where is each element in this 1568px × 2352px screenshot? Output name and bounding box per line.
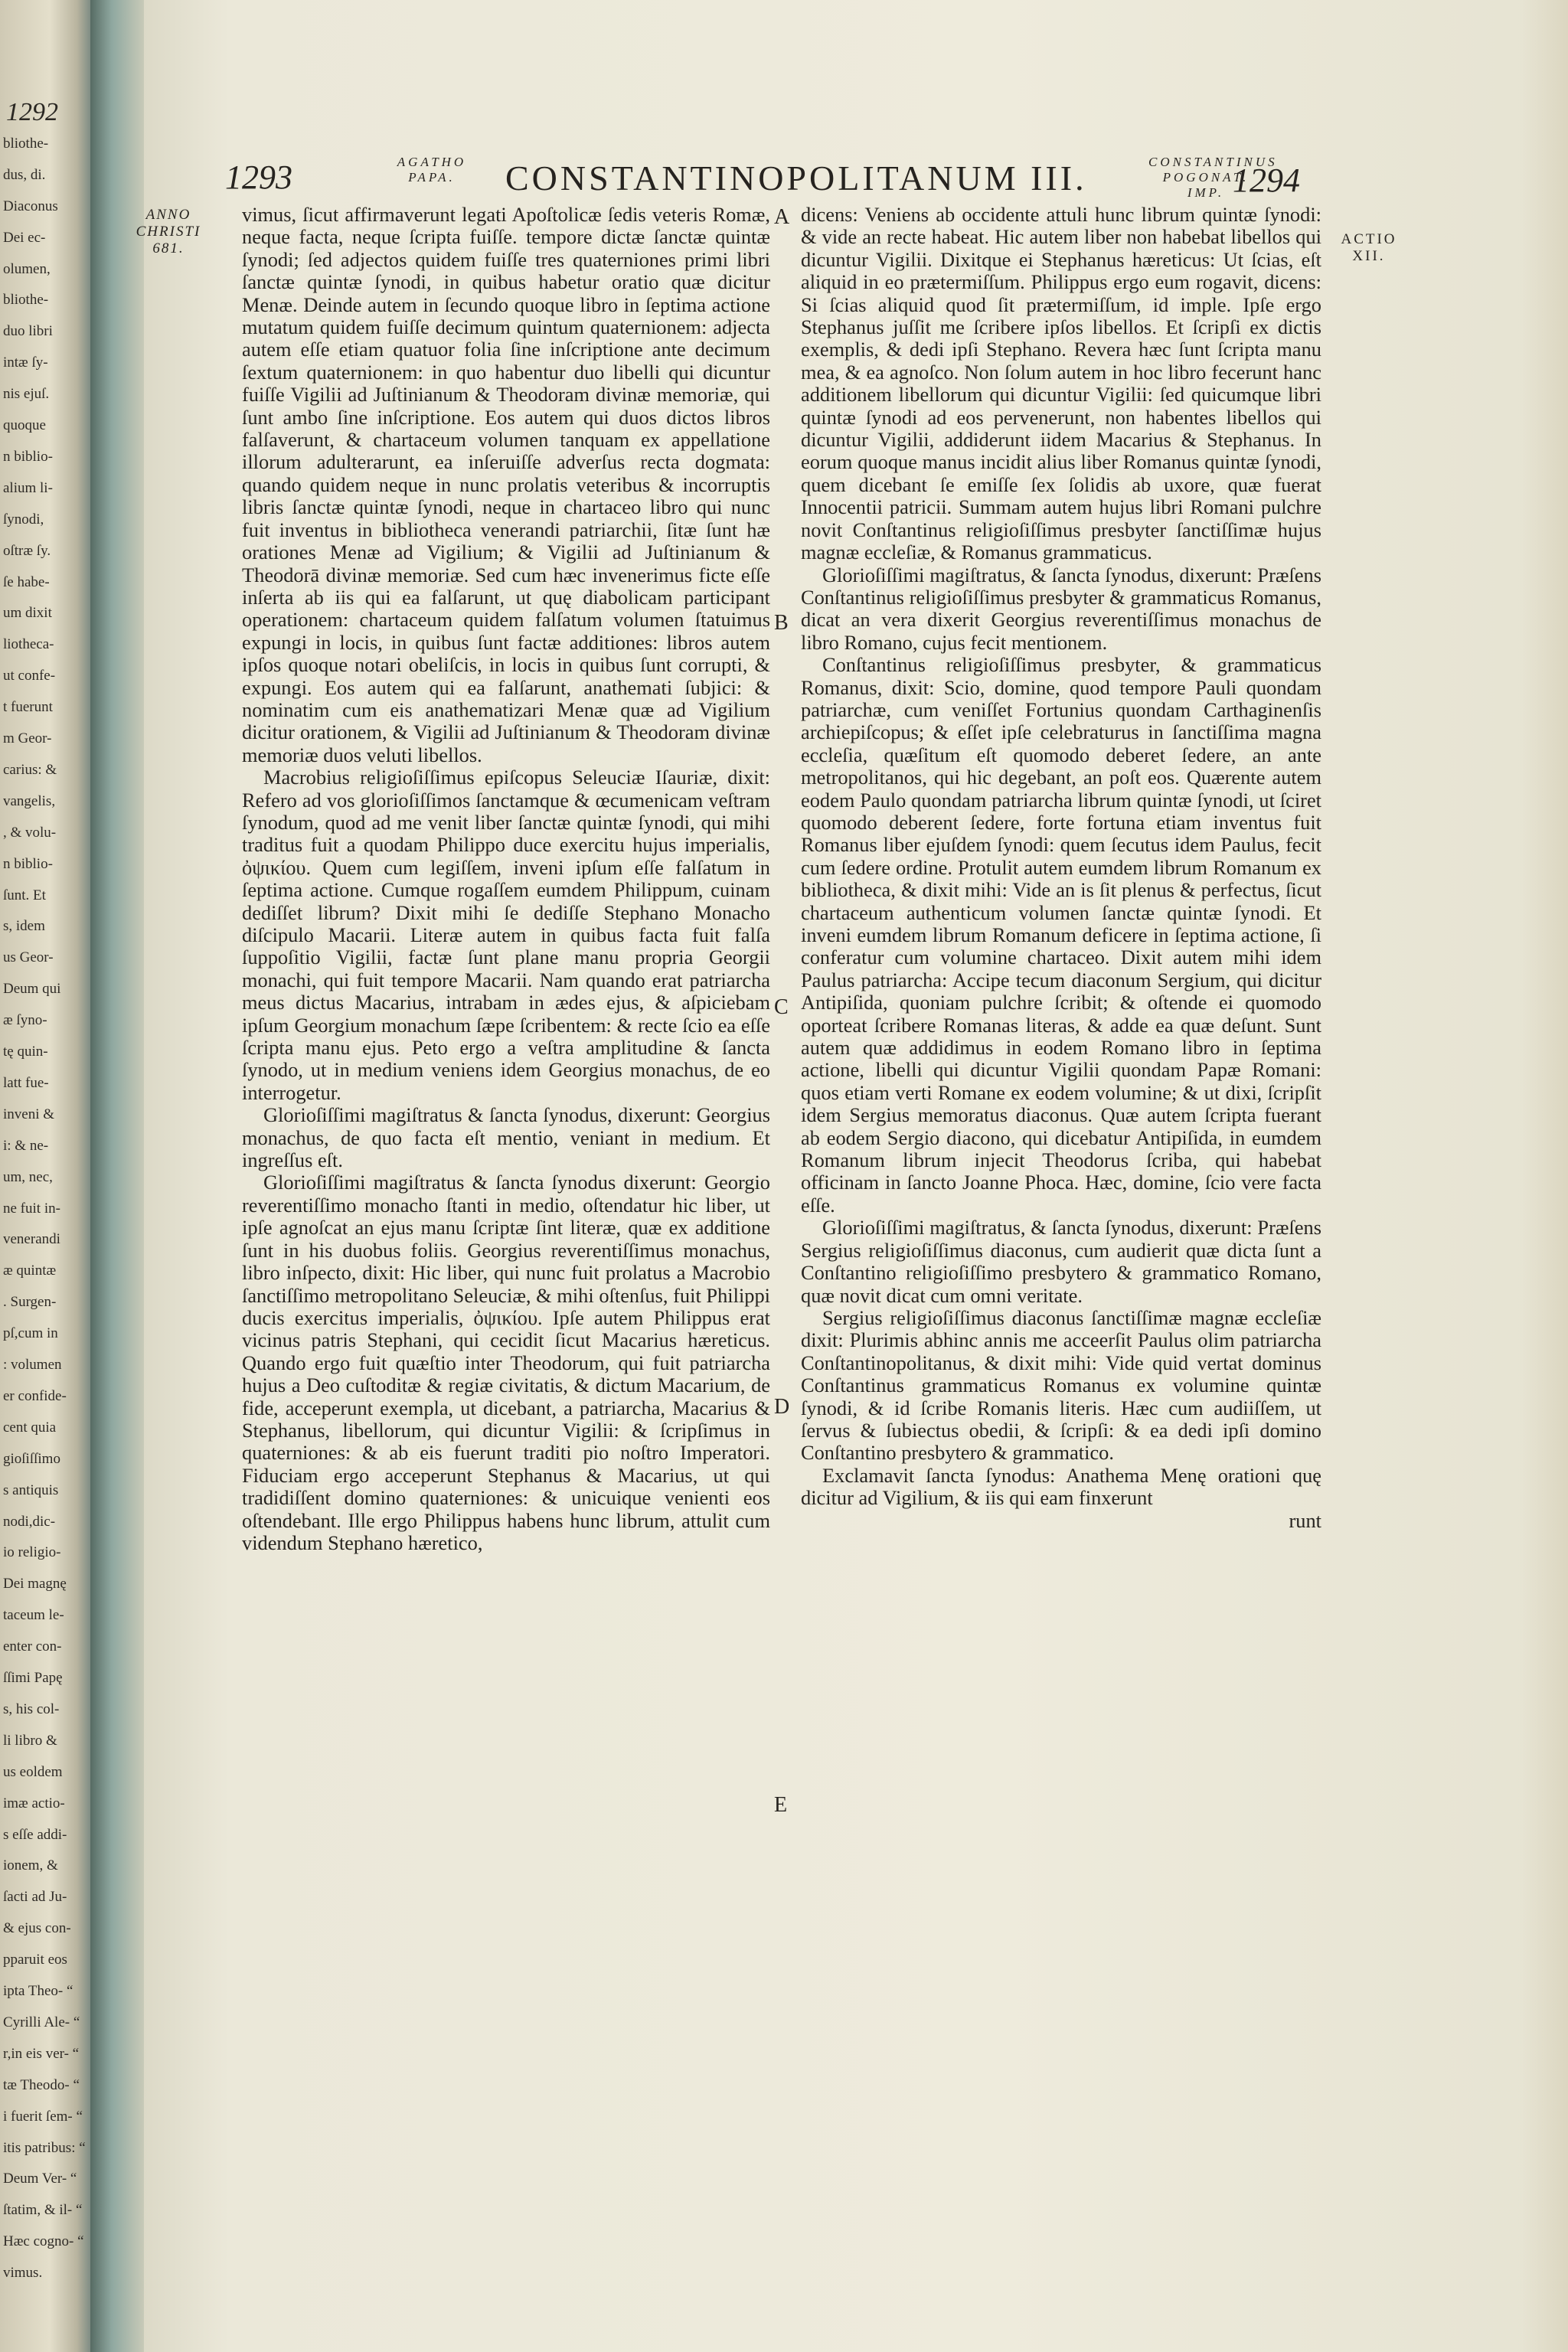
- left-page-fragment: vangelis,: [3, 793, 56, 809]
- left-page-edge: [0, 0, 90, 2352]
- header-pope: [386, 155, 478, 185]
- left-page-fragment: venerandi: [3, 1231, 60, 1247]
- left-page-fragment: æ ſyno-: [3, 1012, 47, 1028]
- left-page-fragment: t fuerunt: [3, 699, 53, 715]
- left-page-fragment: ſe habe-: [3, 574, 50, 590]
- margin-year: 681.: [152, 240, 185, 256]
- left-page-fragment: quoque: [3, 417, 46, 433]
- left-page-fragment: : volumen: [3, 1357, 62, 1373]
- left-page-fragment: tæ Theodo- “: [3, 2077, 80, 2093]
- left-page-fragment: duo libri: [3, 323, 53, 339]
- left-page-fragment: i fuerit ſem- “: [3, 2109, 83, 2125]
- left-page-fragment: i: & ne-: [3, 1138, 49, 1154]
- paragraph: Exclamavit ſancta ſynodus: Anathema Menę orationi quę dicitur ad Vigilium, & iis qui eam finxerunt: [801, 1463, 1321, 1510]
- left-page-fragment: , & volu-: [3, 825, 57, 841]
- left-page-fragment: ionem, &: [3, 1857, 58, 1873]
- left-page-fragment: us eoldem: [3, 1764, 63, 1780]
- left-page-fragment: intæ ſy-: [3, 354, 48, 371]
- paragraph: Macrobius religioſiſſimus epiſcopus Seleuciæ Iſauriæ, dixit: Refero ad vos glorioſiſſimos ſanctamque & œcumenicam veſtram ſynodum, quod ad me venit liber ſanctæ quintæ ſynodi, qui mihi traditus fuit a quodam Philippo duce exercitu hujus imperialis, ὀψικίου. Quem cum legiſſem, inveni ipſum eſſe falſatum in ſeptima actione. Cumque rogaſſem eumdem Philippum, cuinam dediſſet librum? Dixit mihi ſe dediſſe Stephano Monacho diſcipulo Macarii. Literæ autem in quibus facta fuit falſa ſuppoſitio Vigilii, factæ ſunt plane manu propria Georgii monachi, qui fuit tempore Macarii. Nam quando erat patriarcha meus dictus Macarius, intrabam in ædes ejus, & aſpiciebam ipſum Georgium monachum ſæpe ſcribentem: & recte ſcio ea eſſe ſcripta manu ejus. Peto ergo a veſtra amplitudine & ſancta ſynodo, ut in medium veniens idem Georgius monachus, de eo interrogetur.: [242, 766, 770, 1104]
- left-page-fragment: ne fuit in-: [3, 1200, 60, 1217]
- left-page-fragment: Deum Ver- “: [3, 2171, 77, 2187]
- left-page-fragment: Deum qui: [3, 981, 61, 997]
- page-number-left: 1293: [225, 158, 292, 196]
- left-page-fragment: ut confe-: [3, 668, 56, 684]
- left-page-fragment: s, his col-: [3, 1701, 60, 1717]
- left-page-fragment: bliothe-: [3, 136, 49, 152]
- left-page-fragment: carius: &: [3, 762, 57, 778]
- left-page-fragment: n biblio-: [3, 449, 53, 465]
- left-page-fragment: latt fue-: [3, 1075, 49, 1091]
- paragraph: Conſtantinus religioſiſſimus presbyter, & grammaticus Romanus, dixit: Scio, domine, quod tempore Pauli quondam patriarchæ, cum veniſſet Fortunius quondam Carthaginenſis archiepiſcopus; & eſſet ipſe celebraturus in ſanctiſſima magna eccleſia, quæſitum eſt quomodo deberet ſedere, an ante metropolitanos, qui hic degebant, an poſt eos. Quærente autem eodem Paulo quondam patriarcha librum quintæ ſynodi, ut ſciret quomodo deberent ſedere, forte fortuna etiam inventus fuit Romanus liber ejuſdem ſynodi: quem ſecutus idem Paulus, fecit cum ſedere ordine. Protulit autem eumdem librum Romanum ex bibliotheca, & dixit mihi: Vide an is ſit plenus & perfectus, ſicut chartaceum authenticum volumen ſanctæ quintæ ſynodi. Et inveni eumdem librum Romanum deficere in ſeptima actione, ſi conferatur cum volumine chartaceo. Dixit autem mihi idem Paulus patriarcha: Accipe tecum diaconum Sergium, qui dicitur Antipiſida, quoniam pulchre ſcribit; & oſtende ei quomodo oporteat ſcribere Romanas literas, & adde ea quæ deſunt. Sunt autem quæ addidimus in eodem Romano libro in ſeptima actione, libelli qui dicuntur Vigilii quondam Papæ Romani: quos etiam verti Romane ex eodem volumine; & ut dixi, ſcripſit idem Sergius memoratus diaconus. Quæ autem ſcripta fuerant ab eodem Sergio diacono, qui dicebatur Antipiſida, in eumdem Romanum librum injecit Theodorus ſcriba, qui habebat officinam in ſancto Joanne Phoca. Hæc, domine, ſcio vere facta eſſe.: [801, 653, 1321, 1217]
- paragraph: Glorioſiſſimi magiſtratus, & ſancta ſynodus, dixerunt: Præſens Conſtantinus religioſiſſimus presbyter & grammaticus Romanus, dicat an vera dixerit Georgius reverentiſſimus monachus de libro Romano, cujus fecit mentionem.: [801, 563, 1321, 654]
- left-page-fragment: io religio-: [3, 1544, 61, 1560]
- left-page-fragment: ſynodi,: [3, 511, 44, 528]
- left-page-fragment: ſtatim, & il- “: [3, 2202, 83, 2218]
- catchword: runt: [1289, 1508, 1321, 1532]
- left-page-fragment: olumen,: [3, 261, 51, 277]
- left-page-fragment: pſ,cum in: [3, 1325, 58, 1341]
- left-page-fragment: er confide-: [3, 1388, 67, 1404]
- section-letter-e: E: [774, 1793, 788, 1817]
- left-page-fragment: Dei ec-: [3, 230, 46, 246]
- left-page-number: 1292: [6, 98, 58, 126]
- margin-christi: CHRISTI: [136, 224, 201, 240]
- text-column-left: [242, 204, 770, 1554]
- left-page-fragment: Diaconus: [3, 198, 58, 214]
- left-page-fragment: oſtræ ſy.: [3, 543, 51, 559]
- left-page-fragment: alium li-: [3, 480, 53, 496]
- left-page-fragment: æ quintæ: [3, 1263, 57, 1279]
- left-page-fragment: inveni &: [3, 1106, 55, 1122]
- left-page-fragment: r,in eis ver- “: [3, 2046, 80, 2062]
- left-page-fragment: ipta Theo- “: [3, 1983, 74, 1999]
- header-emperor-title: POGONAT. IMP.: [1162, 170, 1250, 200]
- left-page-fragment: tę quin-: [3, 1044, 48, 1060]
- left-page-fragment: pparuit eos: [3, 1952, 67, 1968]
- left-page-fragment: us Geor-: [3, 949, 54, 965]
- paragraph: Glorioſiſſimi magiſtratus, & ſancta ſynodus, dixerunt: Præſens Sergius religioſiſſimus diaconus, cum audierit quæ dicta ſunt a Conſtantino religioſiſſimo presbytero & grammatico Romano, quæ novit dicat cum omni veritate.: [801, 1216, 1321, 1307]
- left-page-fragment: enter con-: [3, 1638, 62, 1655]
- section-letter-a: A: [774, 205, 790, 229]
- left-page-fragment: Dei magnę: [3, 1576, 67, 1592]
- header-pope-title: PAPA.: [408, 170, 456, 185]
- left-page-fragment: liotheca-: [3, 636, 54, 652]
- margin-actio: ACTIO: [1341, 231, 1397, 247]
- left-page-fragment: Hæc cogno- “: [3, 2233, 84, 2249]
- page-title: CONSTANTINOPOLITANUM III.: [505, 158, 1087, 198]
- left-page-fragment: ſſimi Papę: [3, 1670, 63, 1686]
- section-letter-d: D: [774, 1395, 790, 1419]
- section-letter-b: B: [774, 611, 789, 635]
- header-emperor-name: CONSTANTINUS: [1148, 155, 1278, 169]
- left-page-fragment: Cyrilli Ale- “: [3, 2014, 80, 2030]
- left-page-fragment: ſunt. Et: [3, 887, 46, 903]
- paragraph: vimus, ſicut affirmaverunt legati Apoſtolicæ ſedis veteris Romæ, neque facta, neque ſcripta fuiſſe. tempore dictæ ſanctæ quintæ ſynodi; ſed adjectos quidem fuiſſe tres quaterniones primi libri ſanctæ quintæ ſynodi, in quibus habetur oratio quæ dicitur Menæ. Deinde autem in ſecundo quoque libro in ſeptima actione mutatum quidem fuiſſe decimum quintum quaternionem: adjecta autem eſſe etiam quatuor folia ſine inſcriptione ante decimum ſextum quaternionem: in quo habentur duo libelli qui dicuntur fuiſſe Vigilii ad Juſtinianum & Theodoram divinæ memoriæ, qui ſunt ambo ſine inſcriptione. Eos autem qui duos dictos libros falſaverunt, & chartaceum volumen tanquam ex appellatione illorum adulterarunt, ea inſeruiſſe adverſus recta dogmata: quando quidem neque in nunc prolatis veteribus & incorruptis libris ſanctæ quintæ ſynodi, neque in chartaceo libro qui nunc fuit inventus in bibliotheca venerandi patriarchii, ſitæ ſunt hæ orationes Menæ ad Vigilium; & Vigilii ad Juſtinianum & Theodorā divinæ memoriæ. Sed cum hæc invenerimus ficte eſſe inſerta ab iis qui ea falſarunt, ut quę diabolicam participant operationem: chartaceum quidem falſatum volumen ſtatuimus expungi in locis, in quibus ſunt factæ additiones: libros autem ipſos quoque notari obeliſcis, in locis in quibus ſunt corrupti, & expungi. Eos autem qui ea falſarunt, anathemati ſubjici: & nominatim cum eis anathematizari Menæ quæ ad Vigilium dicitur orationem, & Vigilii ad Juſtinianum & Theodoram divinæ memoriæ duos veluti libellos.: [242, 203, 770, 766]
- text-column-right: [801, 204, 1321, 1532]
- left-page-fragment: & ejus con-: [3, 1920, 71, 1936]
- left-page-fragment: um dixit: [3, 605, 52, 621]
- paragraph: Sergius religioſiſſimus diaconus ſanctiſſimæ magnæ eccleſiæ dixit: Plurimis abhinc annis me acceerſit Paulus olim patriarcha Conſtantinopolitanus, & dixit mihi: Vide quid vertat dominus Conſtantinus grammaticus Romanus ex volumine quintæ ſynodi, & id ſcribe Romanis literis. Hæc cum audiiſſem, ut ſervus & ſubiectus obedii, & ſcripſi: & ea dedi ipſi domino Conſtantino presbytero & grammatico.: [801, 1305, 1321, 1465]
- margin-actio-number: XII.: [1352, 248, 1386, 264]
- paragraph: Glorioſiſſimi magiſtratus & ſancta ſynodus dixerunt: Georgio reverentiſſimo monacho ſtanti in medio, oſtendatur hic liber, ut ipſe agnoſcat an ejus manu ſcriptæ ſint literæ, quæ ex additione ſunt in his duobus foliis. Georgius reverentiſſimus monachus, libro inſpecto, dixit: Hic liber, qui nunc fuit prolatus a Macrobio ſanctiſſimo metropolitano Seleuciæ, & mihi oſtenſus, fuit Philippi ducis exercitus imperialis, ὀψικίου. Ipſe autem Philippus erat vicinus patris Stephani, qui cecidit ſicut Macarius hæreticus. Quando ergo fuit quæſtio inter Theodorum, qui fuit patriarcha hujus a Deo cuſtoditæ & regiæ civitatis, & dictum Macarium, de fide, acceperunt exempla, ut dicebant, a patriarcha, Macarius & Stephanus, libellorum, qui dicuntur Vigilii: & ſcripſimus in quaterniones: & ab eis fuerunt traditi pio noſtro Imperatori. Fiduciam ergo acceperunt Stephanus & Macarius, ut qui tradidiſſent domino quaterniones: & unicuique venienti eos oſtendebant. Ille ergo Philippus habens hunc librum, attulit cum videndum Stephano hæretico,: [242, 1171, 770, 1554]
- margin-anno: ANNO: [145, 207, 191, 223]
- left-page-fragment: gioſiſſimo: [3, 1451, 60, 1467]
- left-page-fragment: itis patribus: “: [3, 2140, 86, 2156]
- left-page-fragment: taceum le-: [3, 1607, 64, 1623]
- left-page-fragment: bliothe-: [3, 292, 49, 308]
- paragraph: Glorioſiſſimi magiſtratus & ſancta ſynodus, dixerunt: Georgius monachus, de quo facta eſt mentio, veniant in medium. Et ingreſſus eſt.: [242, 1103, 770, 1172]
- left-page-fragment: li libro &: [3, 1733, 57, 1749]
- paragraph: dicens: Veniens ab occidente attuli hunc librum quintæ ſynodi: & vide an recte habeat. Hic autem liber non habebat libellos qui dicuntur Vigilii. Dixitque ei Stephanus hæreticus: Ut ſcias, eſt aliquid in eo prætermiſſum. Philippus ergo eum rogavit, dicens: Si ſcias aliquid quod ſit prætermiſſum, id imple. Ipſe ergo Stephanus juſſit me ſcribere ipſos libellos. Et ſcripſi ex dictis exemplis, & dedi ipſi Stephano. Revera hæc ſunt ſcripta manu mea, & ea agnoſco. Non ſolum autem in hoc libro fecerunt hanc additionem libellorum qui dicuntur Vigilii: ſed quicumque libri quintæ ſynodi ad eos pervenerunt, non habentes libellos qui dicuntur Vigilii, addiderunt iidem Macarius & Stephanus. In eorum quoque manus incidit alius liber Romanus quintæ ſynodi, quem dicebant ſe emiſſe ſex ſolidis ab uxore, quæ fuerat Innocentii patricii. Summam autem hujus libri Romani pulchre novit Conſtantinus religioſiſſimus presbyter ſanctiſſimæ hujus magnæ eccleſiæ, & Romanus grammaticus.: [801, 203, 1321, 564]
- left-page-fragment: ſacti ad Ju-: [3, 1889, 67, 1905]
- left-page-fragment: dus, di.: [3, 167, 46, 183]
- margin-year-note: [122, 207, 214, 257]
- section-letter-c: C: [774, 995, 789, 1019]
- book-gutter: [90, 0, 144, 2352]
- left-page-fragment: m Geor-: [3, 730, 52, 746]
- left-page-fragment: . Surgen-: [3, 1294, 57, 1310]
- left-page-fragment: cent quia: [3, 1419, 57, 1436]
- left-page-fragment: imæ actio-: [3, 1795, 65, 1811]
- left-page-fragment: s, idem: [3, 918, 45, 934]
- left-page-fragment: vimus.: [3, 2265, 43, 2281]
- right-page: [136, 0, 1568, 2352]
- left-page-fragment: s eſſe addi-: [3, 1827, 67, 1843]
- left-page-fragment: nis ejuſ.: [3, 386, 50, 402]
- left-page-fragment: s antiquis: [3, 1482, 59, 1498]
- page-number-right: 1294: [1233, 162, 1300, 199]
- left-page-fragment: nodi,dic-: [3, 1514, 56, 1530]
- left-page-fragment: um, nec,: [3, 1169, 53, 1185]
- left-page-fragment: n biblio-: [3, 856, 53, 872]
- header-pope-name: AGATHO: [397, 155, 467, 169]
- margin-actio-note: [1323, 231, 1415, 265]
